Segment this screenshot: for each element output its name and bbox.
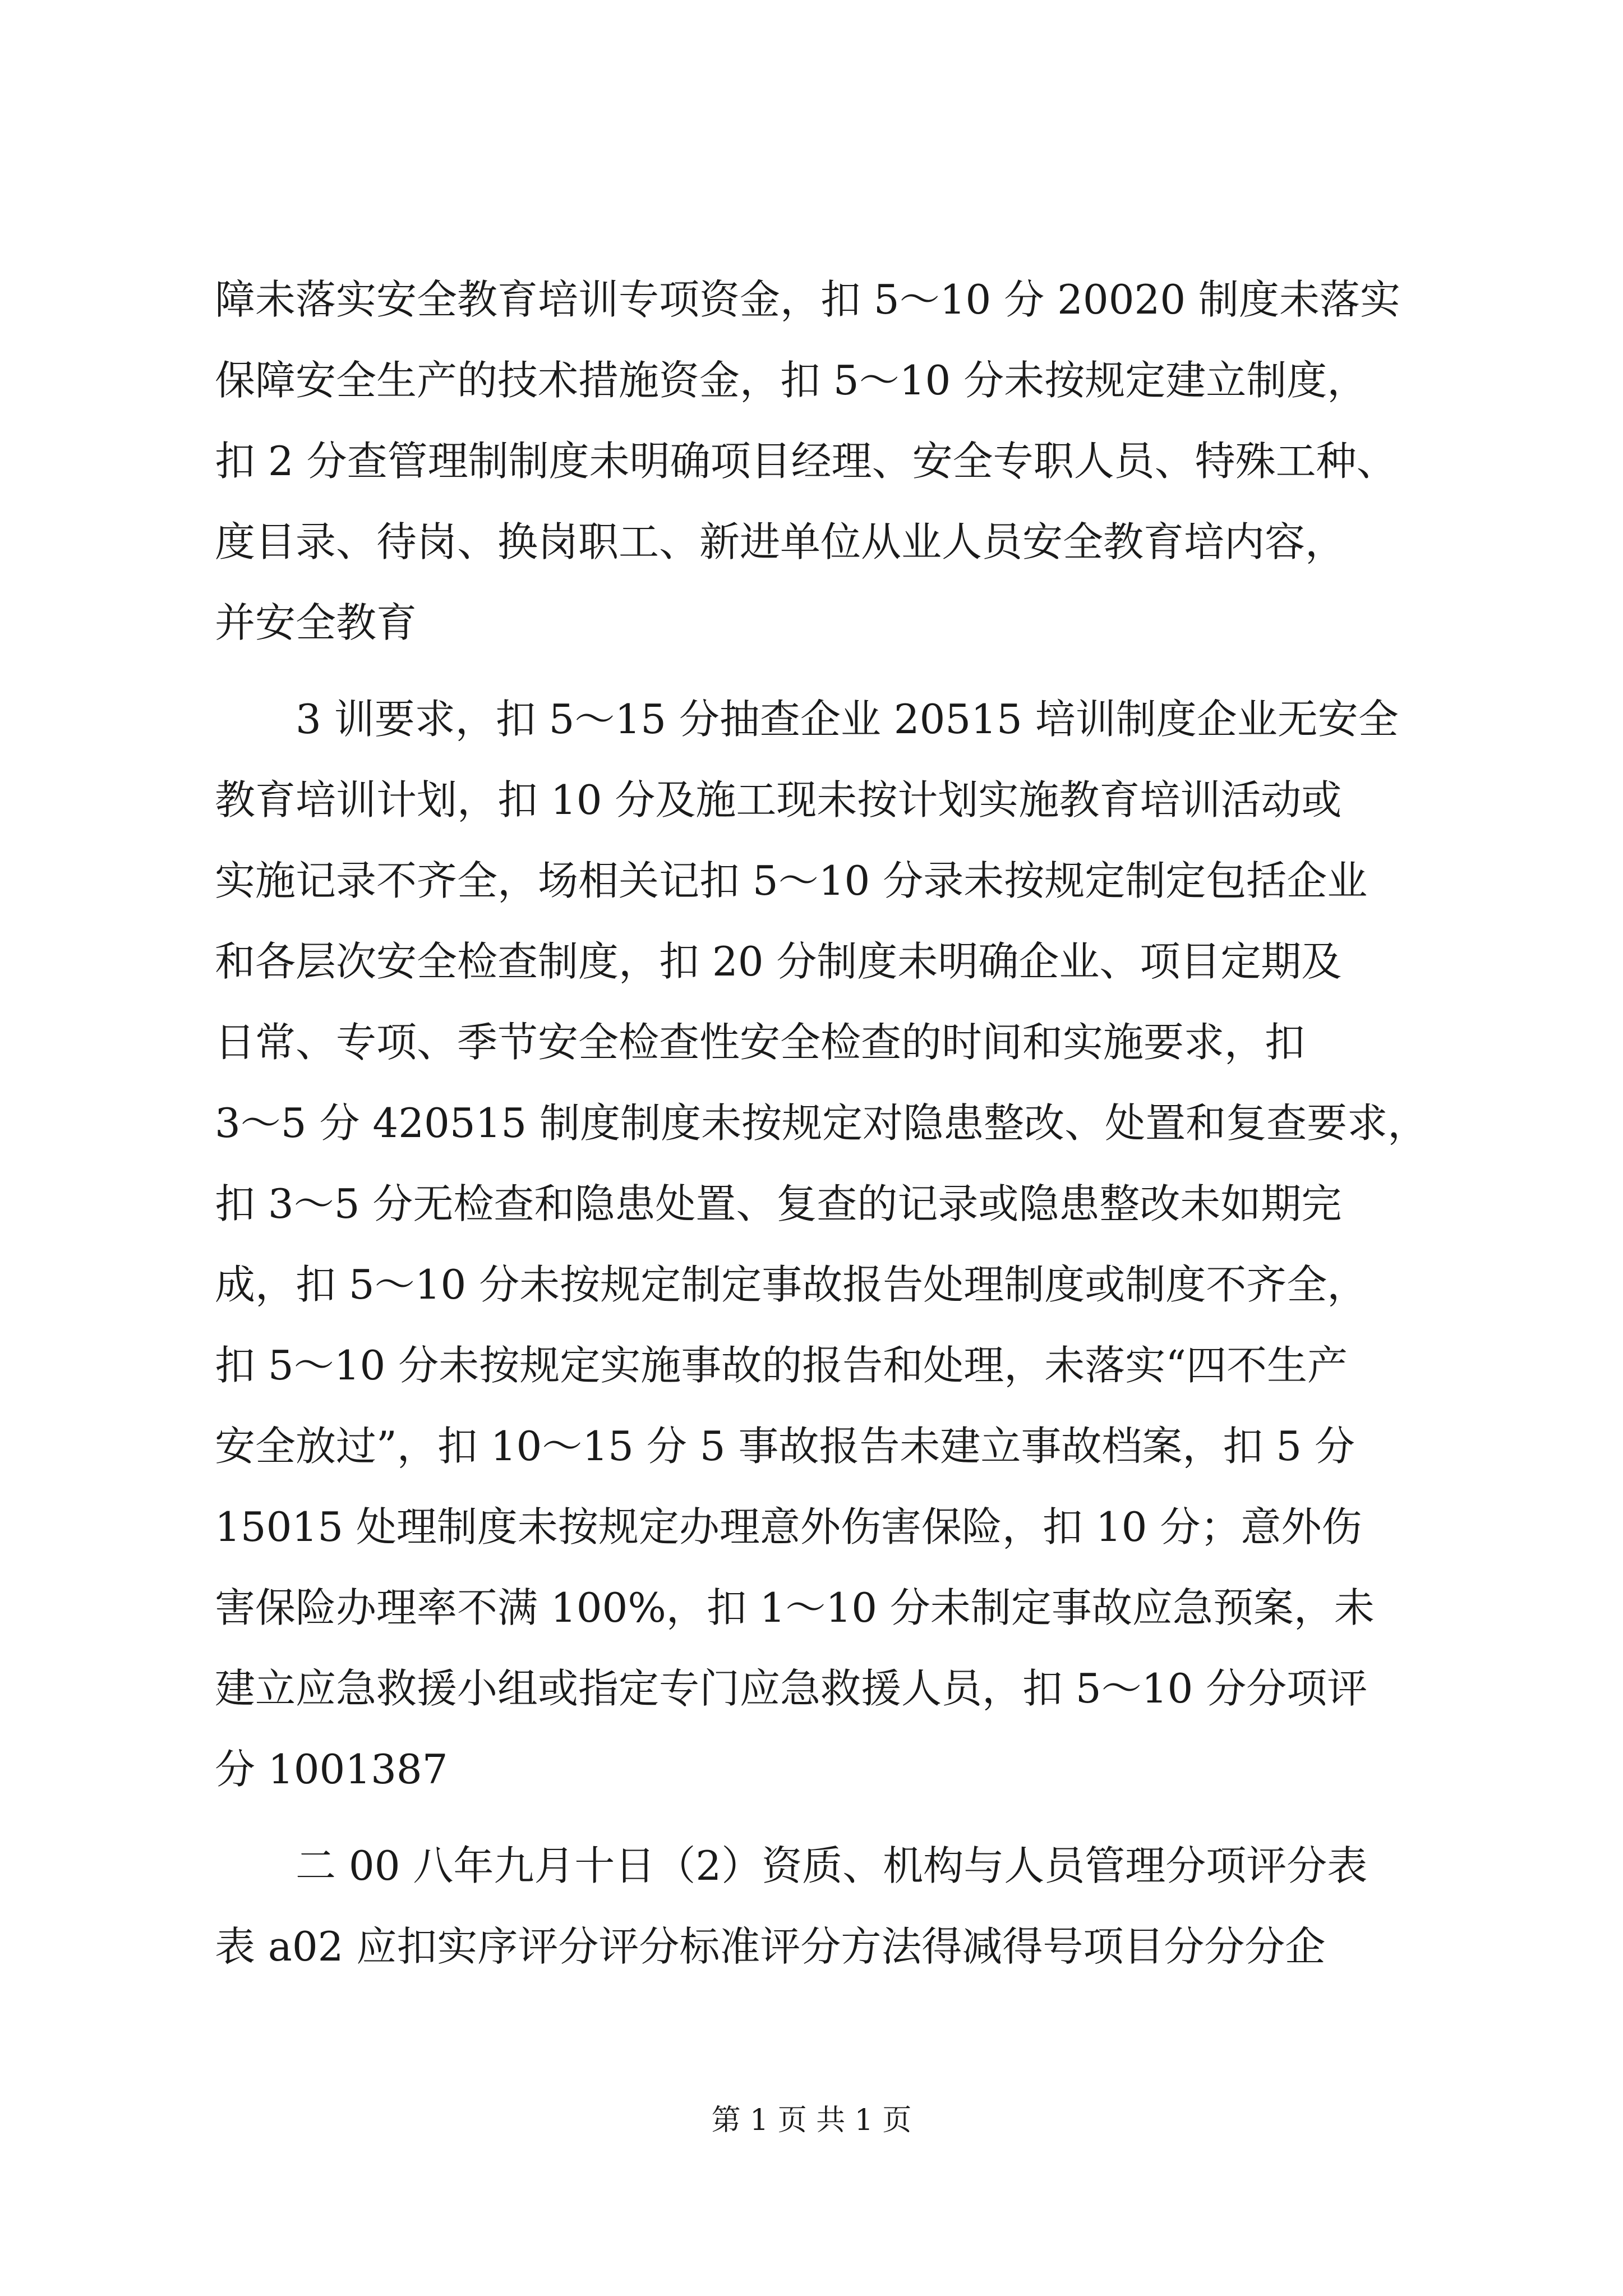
text-line: 并安全教育 xyxy=(215,599,417,646)
page-footer: 第 1 页 共 1 页 xyxy=(711,2104,912,2137)
text-line: 障未落实安全教育培训专项资金，扣 5～10 分 20020 制度未落实 xyxy=(215,276,1401,323)
text-line: 二 00 八年九月十日（2）资质、机构与人员管理分项评分表 xyxy=(215,1842,1368,1889)
text-line: 3 训要求，扣 5～15 分抽查企业 20515 培训制度企业无安全 xyxy=(215,696,1399,743)
paragraph-1 xyxy=(215,259,1409,663)
text-line: 实施记录不齐全，场相关记扣 5～10 分录未按规定制定包括企业 xyxy=(215,857,1368,904)
text-line: 扣 2 分查管理制制度未明确项目经理、安全专职人员、特殊工种、 xyxy=(215,438,1397,485)
paragraph-gap xyxy=(215,663,1409,679)
text-line: 日常、专项、季节安全检查性安全检查的时间和实施要求，扣 xyxy=(215,1019,1306,1066)
text-line: 15015 处理制度未按规定办理意外伤害保险，扣 10 分；意外伤 xyxy=(215,1503,1362,1550)
document-body xyxy=(215,259,1428,1987)
text-line: 建立应急救援小组或指定专门应急救援人员，扣 5～10 分分项评 xyxy=(215,1665,1368,1712)
text-line: 害保险办理率不满 100%，扣 1～10 分未制定事故应急预案，未 xyxy=(215,1584,1375,1631)
text-line: 3～5 分 420515 制度制度未按规定对隐患整改、处置和复查要求， xyxy=(215,1099,1428,1147)
paragraph-3 xyxy=(215,1825,1409,1987)
text-line: 保障安全生产的技术措施资金，扣 5～10 分未按规定建立制度， xyxy=(215,357,1368,404)
text-line: 安全放过”，扣 10～15 分 5 事故报告未建立事故档案，扣 5 分 xyxy=(215,1423,1355,1470)
text-line: 分 1001387 xyxy=(215,1746,448,1793)
text-line: 扣 3～5 分无检查和隐患处置、复查的记录或隐患整改未如期完 xyxy=(215,1180,1342,1227)
paragraph-2 xyxy=(215,679,1428,1810)
text-line: 成，扣 5～10 分未按规定制定事故报告处理制度或制度不齐全， xyxy=(215,1261,1368,1308)
text-line: 和各层次安全检查制度，扣 20 分制度未明确企业、项目定期及 xyxy=(215,938,1342,985)
text-line: 度目录、待岗、换岗职工、新进单位从业人员安全教育培内容， xyxy=(215,518,1346,565)
paragraph-gap xyxy=(215,1810,1409,1825)
text-line: 表 a02 应扣实序评分评分标准评分方法得减得号项目分分分企 xyxy=(215,1923,1326,1970)
text-line: 教育培训计划，扣 10 分及施工现未按计划实施教育培训活动或 xyxy=(215,776,1342,823)
text-line: 扣 5～10 分未按规定实施事故的报告和处理，未落实“四不生产 xyxy=(215,1342,1348,1389)
